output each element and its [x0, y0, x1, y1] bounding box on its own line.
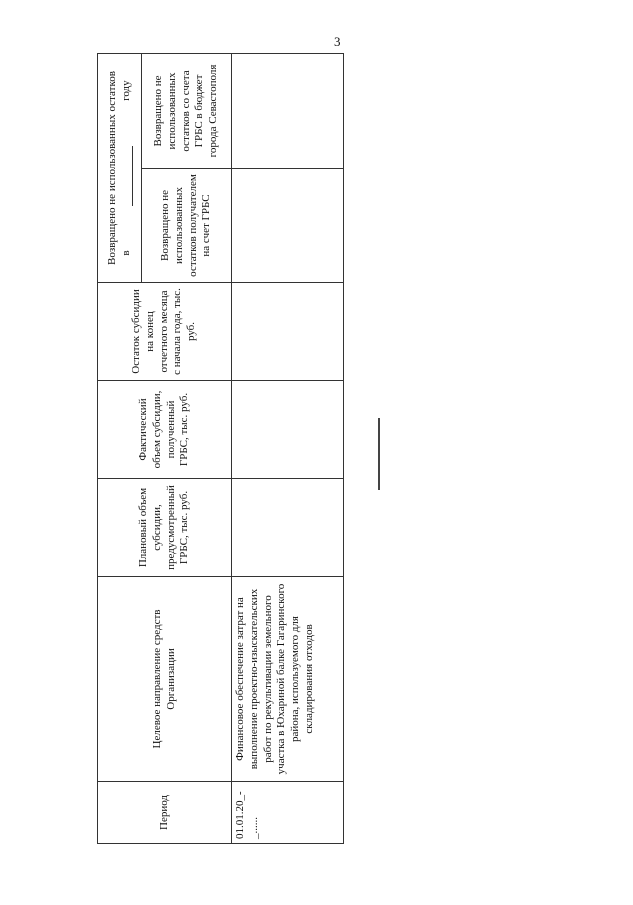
cell-remainder [232, 283, 344, 381]
header-period: Период [98, 782, 232, 844]
year-blank-line [120, 146, 134, 206]
decorative-rule [378, 418, 380, 490]
header-returned-budget: Возвращено не использованных остатков со счета ГРБС в бюджет города Севастополя [142, 54, 232, 169]
header-returned-title: Возвращено не использованных остатков [105, 71, 118, 265]
cell-actual [232, 381, 344, 479]
header-returned-year: году [119, 80, 132, 101]
header-actual: Фактический объем субсидии, полученный ГРБС, тыс. руб. [98, 381, 232, 479]
header-remainder: Остаток субсидии на конец отчетного месяца с начала года, тыс. руб. [98, 283, 232, 381]
cell-returned-recipient [232, 169, 344, 283]
cell-returned-budget [232, 54, 344, 169]
rotated-table [97, 54, 343, 844]
cell-period: 01.01.20_-_...... [232, 782, 344, 844]
header-purpose: Целевое направление средств Организации [98, 577, 232, 782]
table-row [232, 54, 344, 844]
subsidy-report-table-container [97, 54, 343, 844]
header-planned: Плановый объем субсидии, предусмотренный ГРБС, тыс. руб. [98, 479, 232, 577]
header-returned-group [98, 54, 142, 283]
cell-planned [232, 479, 344, 577]
page-number: 3 [334, 34, 341, 49]
header-returned-in: в [119, 250, 132, 256]
header-row-top [98, 54, 142, 844]
header-returned-recipient: Возвращено не использованных остатков получателем на счет ГРБС [142, 169, 232, 283]
subsidy-report-table [97, 53, 344, 844]
cell-purpose: Финансовое обеспечение затрат на выполнение проектно-изыскательских работ по рекультивации земельного участка в Юхариной балке Гагаринского района, используемого для складирования отходов [232, 577, 344, 782]
